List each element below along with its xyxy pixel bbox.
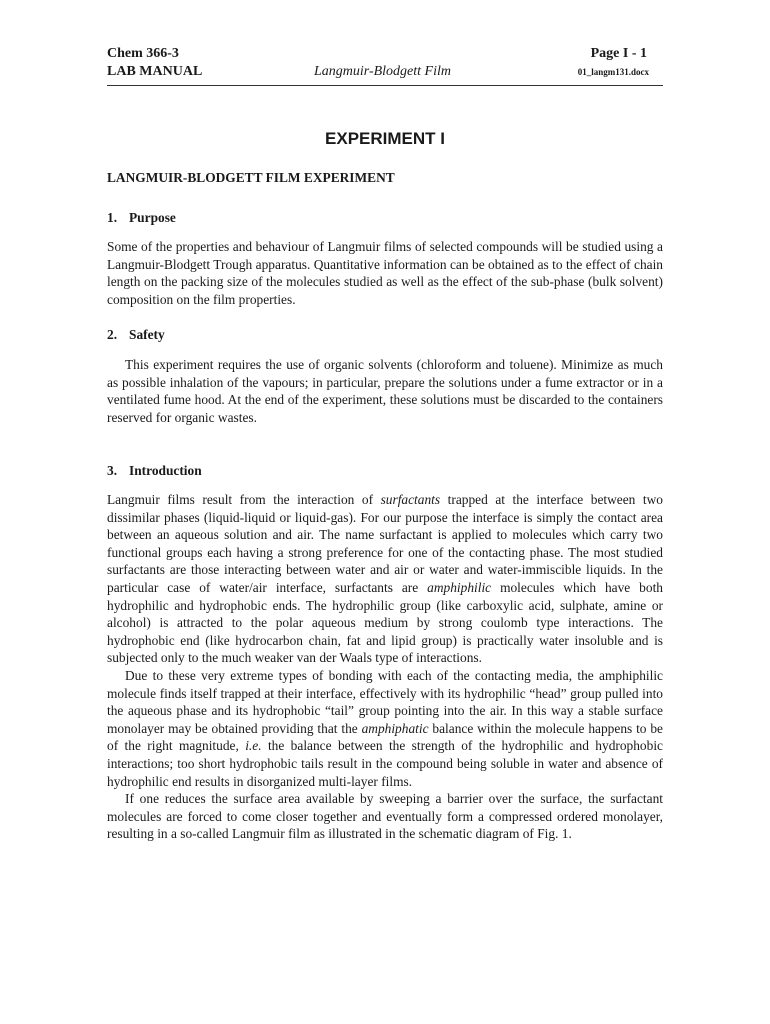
document-title: Langmuir-Blodgett Film [314, 64, 451, 79]
introduction-body [107, 491, 663, 843]
experiment-title: EXPERIMENT I [325, 129, 445, 148]
introduction-paragraph-1 [107, 491, 663, 667]
introduction-paragraph-2 [107, 667, 663, 790]
purpose-paragraph: Some of the properties and behaviour of Langmuir films of selected compounds will be studied using a Langmuir-Blodgett Trough apparatus. Quantitative information can be obtained as to the effect of chain length on the packing size of the molecules studied as well as the effect of the sub-phase (bulk solvent) composition on the film properties. [107, 239, 663, 307]
section-heading-purpose [107, 210, 176, 226]
section-title: Introduction [129, 463, 202, 478]
section-heading-introduction [107, 463, 202, 479]
term-amphiphilic: amphiphilic [427, 579, 492, 595]
header-row-2 [107, 64, 663, 82]
manual-label: LAB MANUAL [107, 64, 203, 79]
safety-body [107, 356, 663, 426]
term-ie: i.e. [245, 738, 262, 754]
text-run: Due to these very extreme types of bonding with each of the contacting media, the amphiphilic molecule finds itself trapped at their interface, effectively with its hydrophilic “head” group pulled into the aqueous phase and its hydrophobic “tail” group pointing into the air. In this way a stable surface monolayer may be obtained providing that the [107, 667, 663, 736]
safety-paragraph: This experiment requires the use of organic solvents (chloroform and toluene). Minimize as much as possible inhalation of the vapours; in particular, prepare the solutions under a fume extractor or in a ventilated fume hood. At the end of the experiment, these solutions must be discarded to the containers reserved for organic wastes. [107, 357, 663, 425]
introduction-paragraph-3: If one reduces the surface area available by sweeping a barrier over the surface, the surfactant molecules are forced to come closer together and eventually form a compressed ordered monolayer, resulting in a so-called Langmuir film as illustrated in the schematic diagram of Fig. 1. [107, 791, 663, 842]
header-divider [107, 85, 663, 86]
course-code: Chem 366-3 [107, 46, 179, 61]
file-name: 01_langm131.docx [577, 67, 649, 77]
term-amphiphatic: amphiphatic [361, 720, 429, 736]
text-run: the balance between the strength of the hydrophilic and hydrophobic interactions; too short hydrophobic tails result in the compound being soluble in water and absence of hydrophilic end results in disorganized multi-layer films. [107, 738, 663, 789]
page-number: Page I - 1 [590, 46, 647, 61]
page-header [107, 46, 663, 82]
section-number: 2. [107, 327, 118, 342]
section-title: Safety [129, 327, 165, 342]
section-title: Purpose [129, 210, 176, 225]
header-row-1 [107, 46, 663, 64]
purpose-body [107, 238, 663, 308]
experiment-subtitle: LANGMUIR-BLODGETT FILM EXPERIMENT [107, 170, 395, 185]
text-run: trapped at the interface between two dissimilar phases (liquid-liquid or liquid-gas). For our purpose the interface is simply the contact area between an aqueous solution and air. The name surfactant is applied to molecules which carry two functional groups each having a strong preference for one of the contacting phase. The most studied surfactants are those interacting between water and air or water and water-immiscible liquids. In the particular case of water/air interface, surfactants are [107, 492, 663, 595]
text-run: balance within the molecule happens to be of the right magnitude, [107, 720, 663, 754]
section-number: 1. [107, 210, 118, 225]
section-heading-safety [107, 327, 165, 343]
section-number: 3. [107, 463, 118, 478]
text-run: molecules which have both hydrophilic and hydrophobic ends. The hydrophilic group (like carboxylic acid, sulphate, amine or alcohol) is attracted to the polar aqueous medium by strong coulomb type interactions. The hydrophobic end (like hydrocarbon chain, fat and lipid group) is practically water insoluble and is subjected only to the much weaker van der Waals type of interactions. [107, 579, 663, 666]
text-run: Langmuir films result from the interaction of [107, 492, 381, 507]
term-surfactants: surfactants [380, 492, 441, 507]
